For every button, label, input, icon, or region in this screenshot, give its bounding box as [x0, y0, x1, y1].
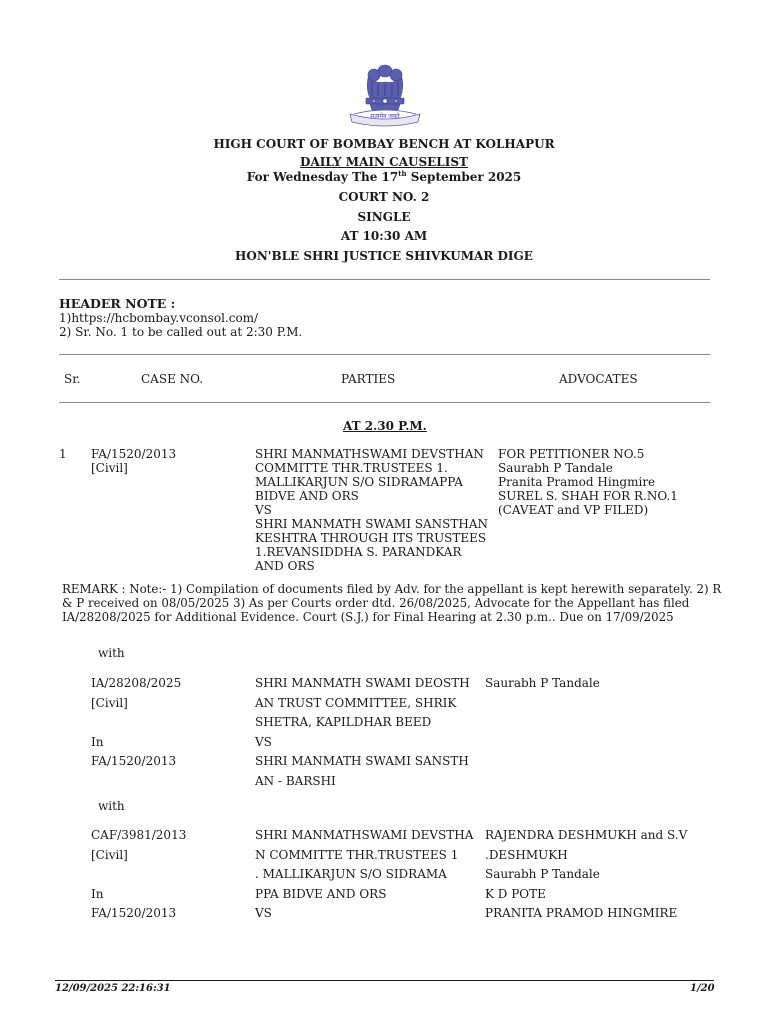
- connected-case-1-parties: [255, 674, 470, 792]
- advocate-line: Pranita Pramod Hingmire: [498, 475, 656, 489]
- party-line: AN - BARSHI: [255, 773, 336, 788]
- connected-case-number: CAF/3981/2013: [91, 828, 187, 842]
- judge-name: HON'BLE SHRI JUSTICE SHIVKUMAR DIGE: [235, 249, 533, 263]
- advocate-line: (CAVEAT and VP FILED): [498, 503, 649, 517]
- case-number-block: [91, 447, 176, 475]
- footer-rule: [55, 980, 714, 981]
- advocate-line: Saurabh P Tandale: [485, 867, 600, 882]
- party-line: COMMITTE THR.TRUSTEES 1.: [255, 461, 448, 475]
- header-note-title: HEADER NOTE :: [59, 296, 176, 311]
- connected-case-2-numbers: [91, 826, 186, 924]
- connected-case-number: IA/28208/2025: [91, 676, 182, 690]
- party-line: . MALLIKARJUN S/O SIDRAMA: [255, 867, 447, 882]
- hearing-date: [0, 170, 768, 184]
- bench-type: SINGLE: [357, 210, 411, 224]
- party-line: SHRI MANMATH SWAMI SANSTHAN: [255, 517, 489, 531]
- column-header-advocates: ADVOCATES: [559, 372, 638, 386]
- party-line: SHRI MANMATHSWAMI DEVSTHA: [255, 828, 474, 842]
- connected-case-1-advocates: [485, 674, 600, 694]
- sitting-time: AT 10:30 AM: [340, 229, 428, 243]
- divider-top: [59, 279, 710, 280]
- remark-line: IA/28208/2025 for Additional Evidence. Court (S.J.) for Final Hearing at 2.30 p.m.. Due on 17/09/2025: [62, 610, 674, 624]
- with-label: with: [98, 646, 125, 660]
- connected-case-parent: FA/1520/2013: [91, 906, 177, 921]
- case-type: [Civil]: [91, 461, 128, 475]
- parties-block: [255, 447, 488, 573]
- case-serial: 1: [59, 447, 67, 461]
- advocate-line: RAJENDRA DESHMUKH and S.V: [485, 828, 688, 842]
- party-line: VS: [255, 734, 272, 749]
- connected-case-in: In: [91, 734, 104, 749]
- advocate-line: PRANITA PRAMOD HINGMIRE: [485, 906, 678, 921]
- date-prefix: For Wednesday The 17: [246, 170, 399, 184]
- party-line: VS: [255, 906, 272, 921]
- advocate-line: SUREL S. SHAH FOR R.NO.1: [498, 489, 678, 503]
- party-line: N COMMITTE THR.TRUSTEES 1: [255, 847, 459, 862]
- connected-case-type: [Civil]: [91, 695, 128, 710]
- connected-case-2-parties: [255, 826, 473, 924]
- advocates-block: [498, 447, 678, 517]
- column-header-sr: Sr.: [64, 372, 81, 386]
- party-line: AND ORS: [255, 559, 315, 573]
- party-line: SHRI MANMATHSWAMI DEVSTHAN: [255, 447, 484, 461]
- header-note-line: 2) Sr. No. 1 to be called out at 2:30 P.M.: [59, 325, 303, 339]
- connected-case-2-advocates: [485, 826, 687, 924]
- party-line: SHETRA, KAPILDHAR BEED: [255, 715, 432, 730]
- column-header-case-no: CASE NO.: [141, 372, 204, 386]
- advocate-line: FOR PETITIONER NO.5: [498, 447, 645, 461]
- advocate-line: Saurabh P Tandale: [485, 676, 600, 690]
- column-header-parties: PARTIES: [341, 372, 396, 386]
- party-line: SHRI MANMATH SWAMI DEOSTH: [255, 676, 470, 690]
- footer-page-number: 1/20: [690, 983, 715, 994]
- remark-line: REMARK : Note:- 1) Compilation of documents filed by Adv. for the appellant is kept herewith separately. 2) R: [62, 582, 722, 596]
- connected-case-parent: FA/1520/2013: [91, 754, 177, 769]
- footer-timestamp: 12/09/2025 22:16:31: [55, 983, 171, 994]
- advocate-line: Saurabh P Tandale: [498, 461, 613, 475]
- connected-case-spacer: [91, 713, 181, 733]
- section-title: AT 2.30 P.M.: [343, 419, 427, 433]
- party-line: KESHTRA THROUGH ITS TRUSTEES: [255, 531, 487, 545]
- list-type-title: [0, 155, 768, 169]
- party-line: MALLIKARJUN S/O SIDRAMAPPA: [255, 475, 463, 489]
- connected-case-type: [Civil]: [91, 847, 128, 862]
- with-label: with: [98, 799, 125, 813]
- party-line: AN TRUST COMMITTEE, SHRIK: [255, 695, 457, 710]
- divider-note: [59, 354, 710, 355]
- connected-case-in: In: [91, 886, 104, 901]
- case-number: FA/1520/2013: [91, 447, 177, 461]
- emblem-motto: सत्यमेव जयते: [370, 113, 400, 120]
- remark-line: & P received on 08/05/2025 3) As per Courts order dtd. 26/08/2025, Advocate for the Appellant has filed: [62, 596, 690, 610]
- date-rest: September 2025: [406, 170, 522, 184]
- header-note-link[interactable]: 1)https://hcbombay.vconsol.com/: [59, 311, 259, 325]
- case-remark: [62, 582, 721, 624]
- court-name: HIGH COURT OF BOMBAY BENCH AT KOLHAPUR: [213, 137, 555, 151]
- party-line: BIDVE AND ORS: [255, 489, 359, 503]
- list-type-text: DAILY MAIN CAUSELIST: [300, 155, 468, 169]
- court-number: COURT NO. 2: [338, 190, 430, 204]
- divider-columns: [59, 402, 710, 403]
- party-line: VS: [255, 503, 272, 517]
- party-line: 1.REVANSIDDHA S. PARANDKAR: [255, 545, 462, 559]
- date-suffix-sup: th: [398, 169, 407, 178]
- party-line: SHRI MANMATH SWAMI SANSTH: [255, 754, 469, 769]
- party-line: PPA BIDVE AND ORS: [255, 886, 387, 901]
- connected-case-spacer: [91, 865, 186, 885]
- connected-case-1-numbers: [91, 674, 181, 772]
- advocate-line: .DESHMUKH: [485, 847, 568, 862]
- advocate-line: K D POTE: [485, 886, 546, 901]
